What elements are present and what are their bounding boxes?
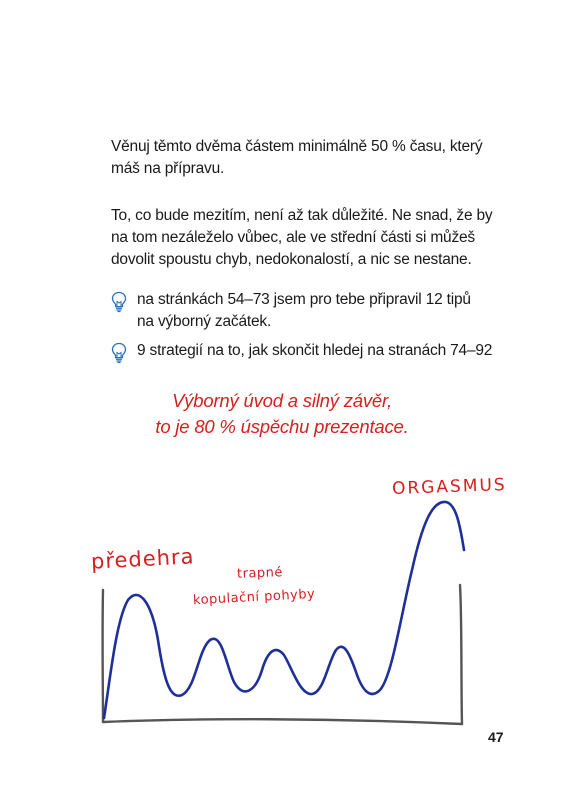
sketch-label-middle-bottom: kopulační pohyby [192,586,316,609]
quote-line: Výborný úvod a silný závěr, [172,390,392,411]
sketch-label-start: předehra [90,544,196,574]
sketch-baseline [103,719,462,724]
page-number: 47 [488,729,504,745]
lightbulb-icon [111,291,127,313]
text-line: Věnuj těmto dvěma částem minimálně 50 % času, který [111,138,483,155]
highlight-quote [0,388,565,440]
text-line: 9 strategií na to, jak skončit hledej na stranách 74–92 [137,342,493,359]
text-line: na tom nezáleželo vůbec, ale ve střední části si můžeš [111,229,475,246]
text-line: To, co bude mezitím, není až tak důležité. Ne snad, že by [111,207,493,224]
tip-text [137,289,471,333]
tip-text [137,340,492,362]
sketch-right-axis [460,585,462,724]
middle-part-paragraph [111,205,493,271]
text-line: na výborný začátek. [137,313,272,330]
intro-paragraph [111,136,483,180]
sketch-label-end: ORGASMUS [391,475,508,499]
lightbulb-icon [111,342,127,364]
sketch-label-middle-top: trapné [236,565,284,582]
text-line: dovolit spoustu chyb, nedokonalostí, a nic se nestane. [111,251,472,268]
text-line: máš na přípravu. [111,160,225,177]
sketch-curve [104,502,464,718]
quote-line: to je 80 % úspěchu prezentace. [155,416,409,437]
text-line: na stránkách 54–73 jsem pro tebe připravil 12 tipů [137,291,471,308]
